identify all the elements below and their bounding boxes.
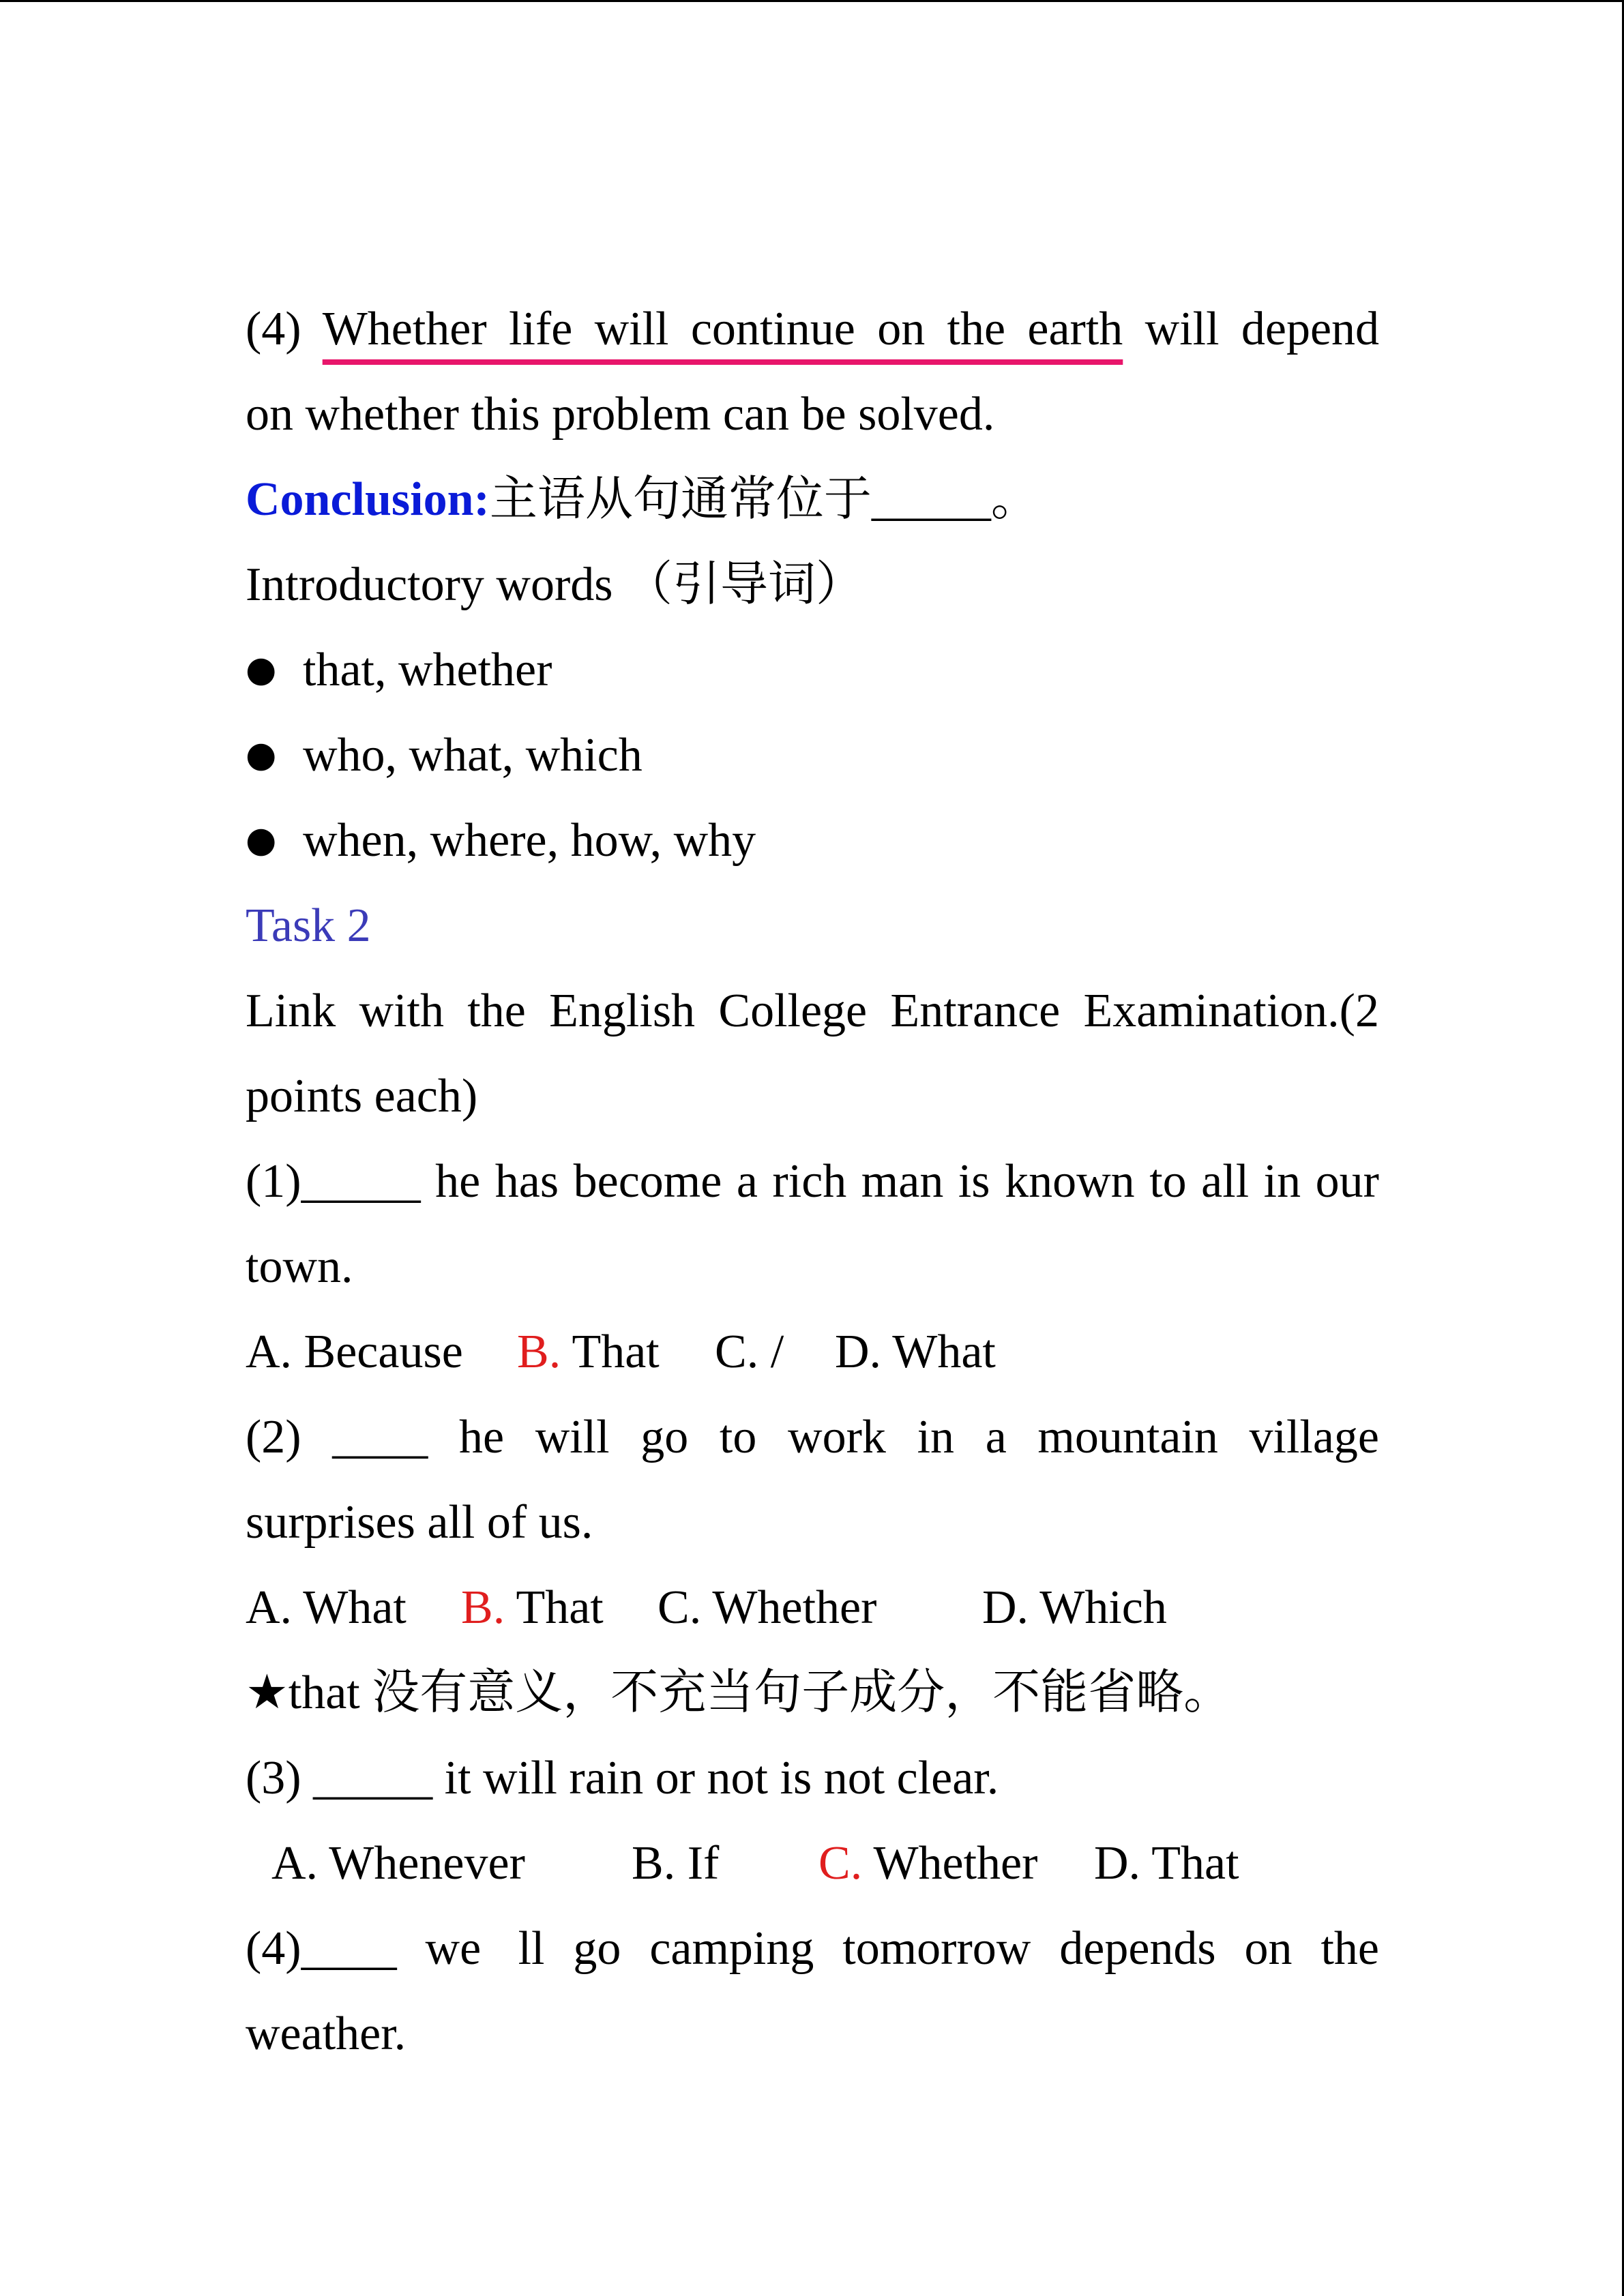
- option-c: C. /: [715, 1326, 784, 1378]
- question-4-line-1: (4)____ we ll go camping tomorrow depends on the: [246, 1922, 1379, 1975]
- option-c-letter-answer: C.: [818, 1837, 863, 1890]
- bullet-item: [246, 713, 1379, 798]
- task-2-instruction-line-1: Link with the English College Entrance Examination.(2: [246, 985, 1379, 1037]
- option-b-letter-answer: B.: [461, 1581, 505, 1634]
- option-a: A. Whenever: [271, 1837, 525, 1890]
- option-b-text: That: [572, 1326, 660, 1378]
- subject-clause-underlined: Whether life will continue on the earth: [322, 303, 1123, 355]
- bullet-icon: ●: [246, 820, 277, 861]
- question-1-line-2: town.: [246, 1240, 353, 1293]
- bullet-item: [246, 627, 1379, 713]
- task-2-instruction-line-2: points each): [246, 1070, 478, 1122]
- option-d: D. That: [1094, 1837, 1239, 1890]
- introductory-words-heading: Introductory words （引导词）: [246, 558, 864, 611]
- example-4-line-1: [246, 286, 1379, 372]
- bullet-icon: ●: [246, 649, 277, 690]
- conclusion-label: Conclusion:: [246, 473, 490, 526]
- option-c-text: Whether: [873, 1837, 1038, 1890]
- example-4-line-2: on whether this problem can be solved.: [246, 388, 995, 441]
- question-1-options: [246, 1309, 1379, 1395]
- option-a: A. Because: [246, 1326, 463, 1378]
- document-page: [246, 286, 1379, 2076]
- question-3-line-1: (3) _____ it will rain or not is not clear.: [246, 1752, 999, 1804]
- bullet-text: who, what, which: [303, 729, 643, 781]
- example-4-rest: will depend: [1145, 303, 1379, 355]
- bullet-icon: ●: [246, 734, 277, 775]
- question-2-line-2: surprises all of us.: [246, 1496, 593, 1549]
- task-2-heading: Task 2: [246, 899, 371, 952]
- option-b-text: That: [516, 1581, 604, 1634]
- note-star: ★that 没有意义，不充当句子成分，不能省略。: [246, 1667, 1232, 1719]
- question-3-options: [246, 1821, 1379, 1906]
- conclusion-text: 主语从句通常位于_____。: [489, 473, 1039, 526]
- bullet-text: when, where, how, why: [303, 814, 756, 867]
- page-border-top: [0, 0, 1624, 2]
- question-1-line-1: (1)_____ he has become a rich man is known to all in our: [246, 1155, 1379, 1208]
- example-4-number: (4): [246, 303, 301, 355]
- bullet-text: that, whether: [303, 644, 552, 696]
- option-b: B. If: [632, 1837, 720, 1890]
- question-2-options: [246, 1565, 1379, 1650]
- question-4-line-2: weather.: [246, 2008, 407, 2060]
- option-d: D. Which: [982, 1581, 1167, 1634]
- option-a: A. What: [246, 1581, 407, 1634]
- option-d: D. What: [835, 1326, 996, 1378]
- option-c: C. Whether: [658, 1581, 877, 1634]
- option-b-letter-answer: B.: [517, 1326, 561, 1378]
- bullet-item: [246, 798, 1379, 883]
- conclusion-line: [246, 457, 1379, 542]
- question-2-line-1: (2) ____ he will go to work in a mountain village: [246, 1411, 1379, 1463]
